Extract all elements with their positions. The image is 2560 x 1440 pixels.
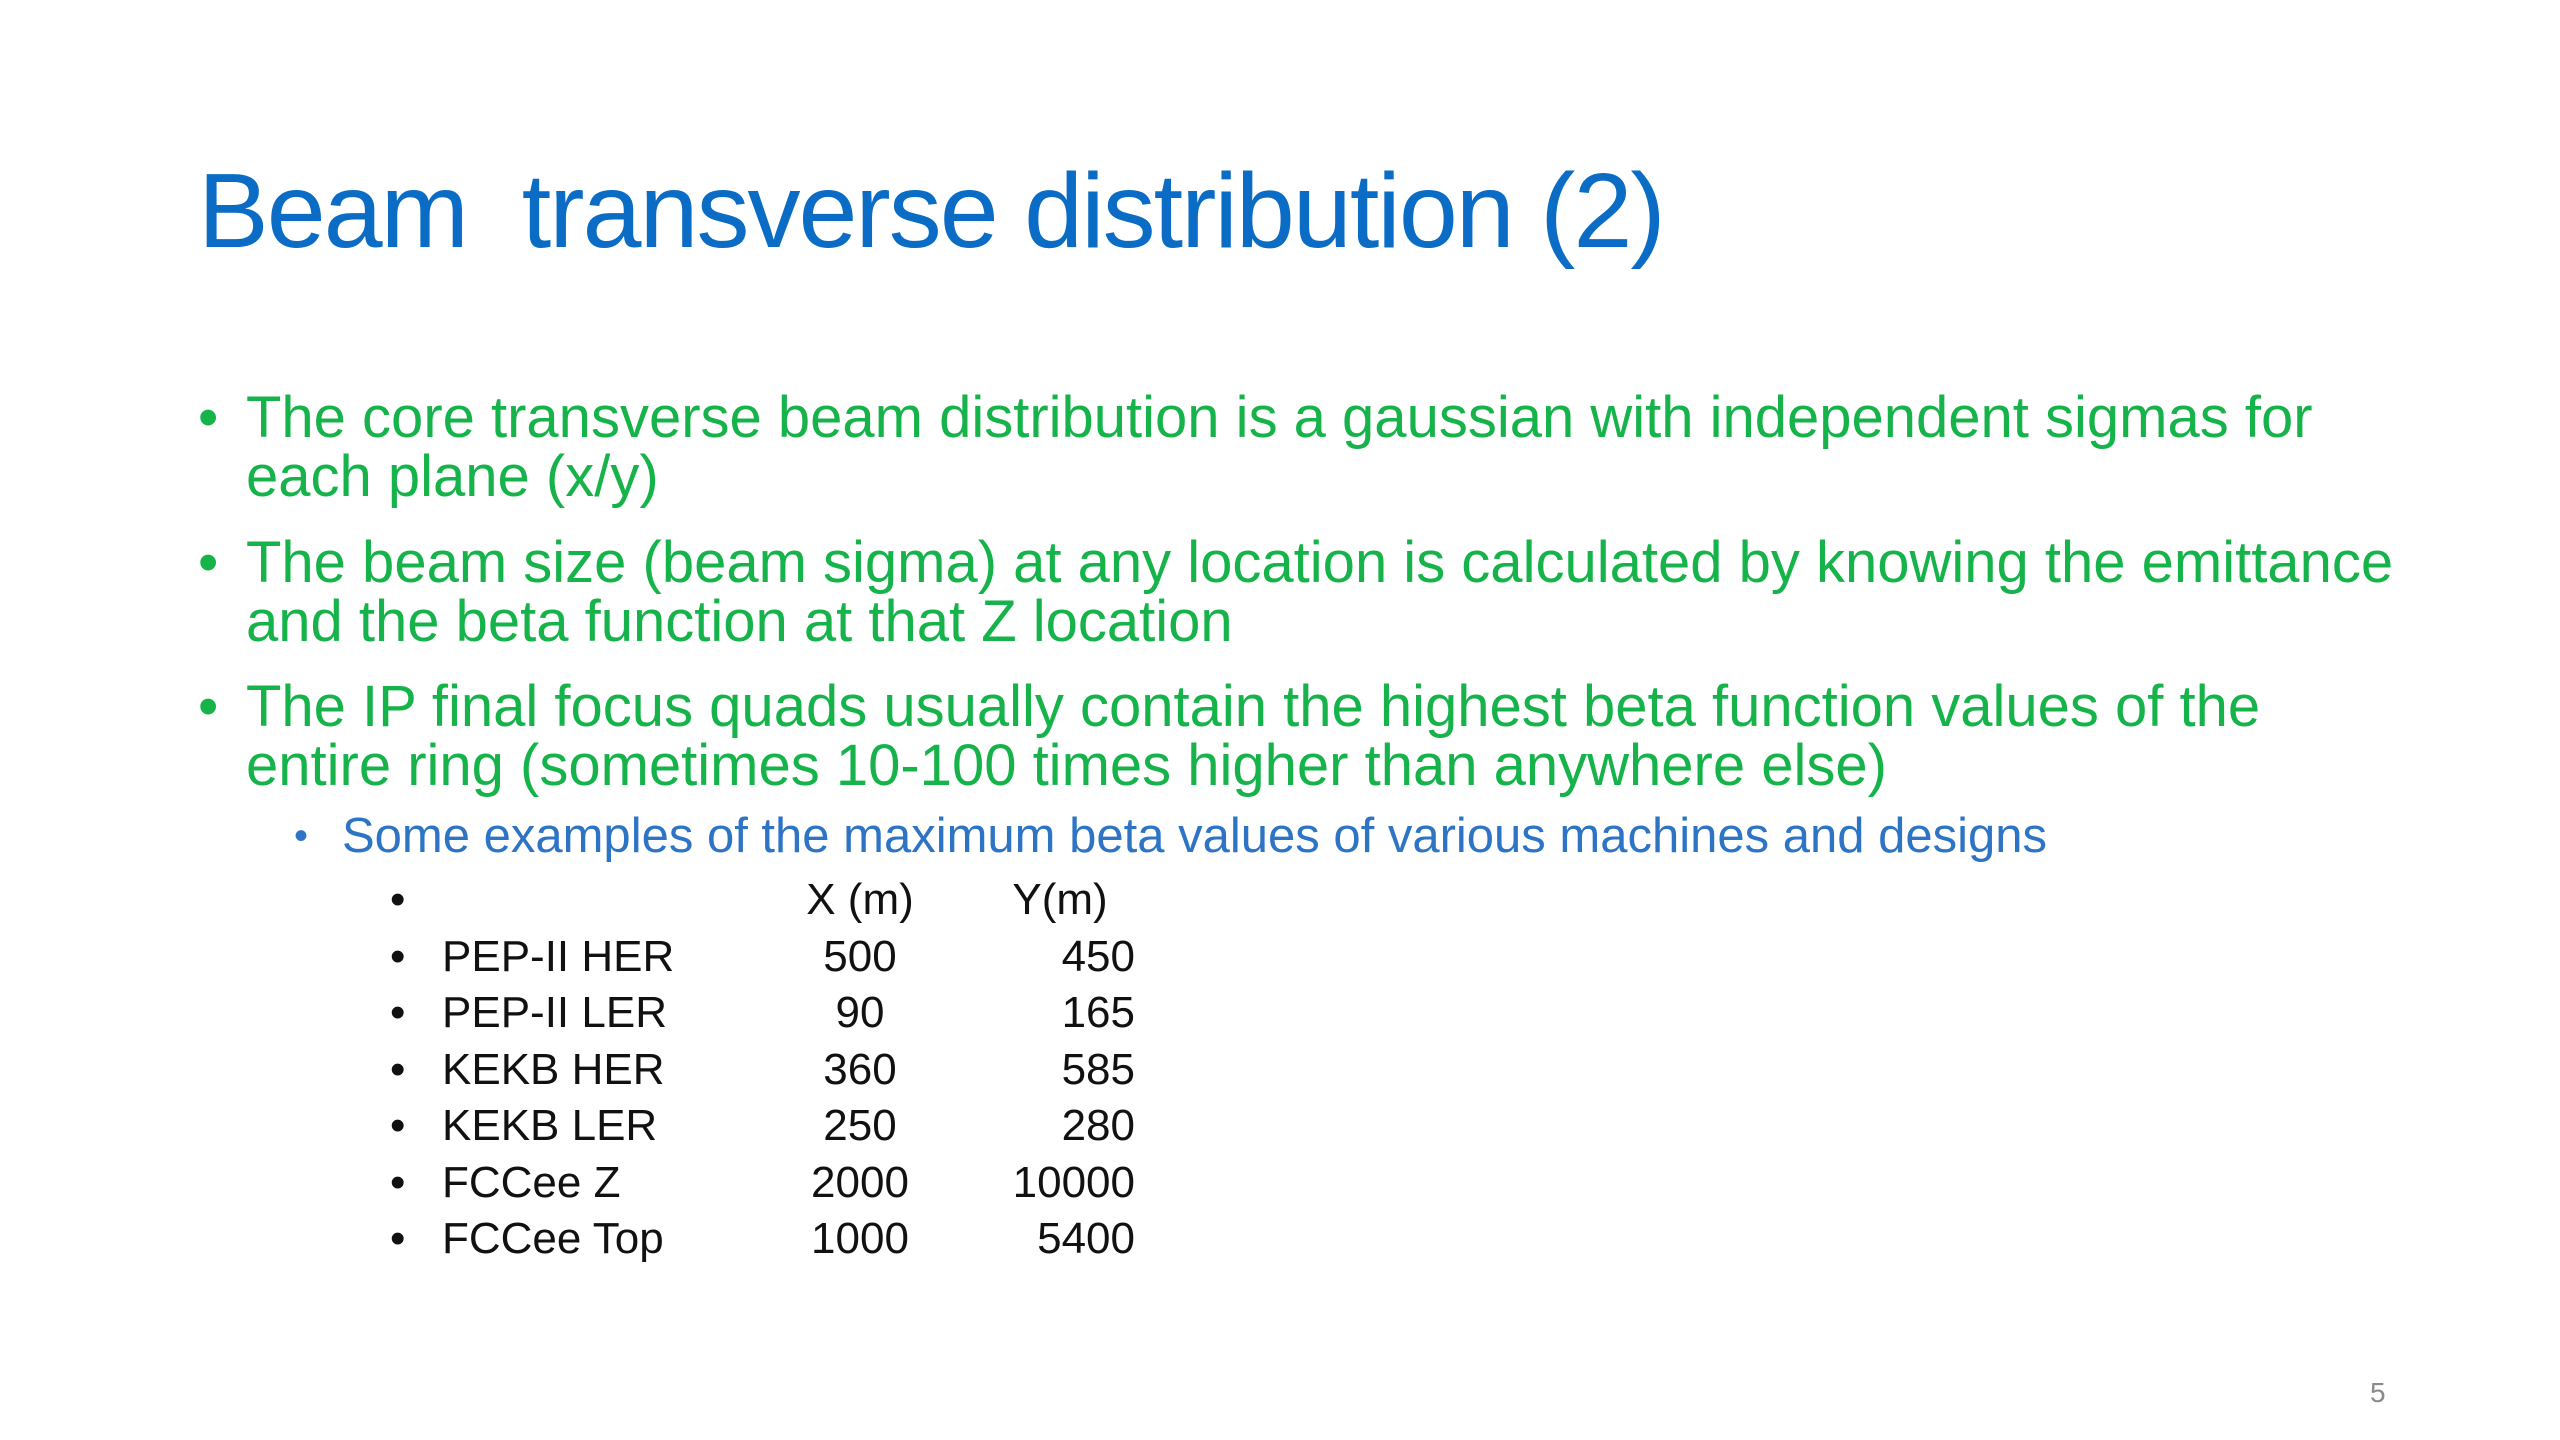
bullet-marker: • — [390, 1101, 406, 1150]
y-value: 165 — [1061, 988, 1135, 1037]
y-value: 450 — [1061, 931, 1135, 981]
machine-name: FCCee Z — [442, 1157, 621, 1207]
x-value: 360 — [823, 1044, 897, 1094]
table-header-row — [390, 873, 1150, 930]
x-value: 250 — [823, 1101, 897, 1150]
bullet-marker: • — [390, 1214, 406, 1263]
table-row — [390, 1212, 1150, 1269]
page-number: 5 — [2370, 1377, 2386, 1408]
bullet-marker: • — [294, 814, 309, 858]
bullet-text: The core transverse beam distribution is a gaussian with independent sigmas for each plane (x/y) — [246, 385, 2313, 509]
bullet-text: The IP final focus quads usually contain the highest beta function values of the entire ring (sometimes 10-100 times higher than anywhere else) — [246, 674, 2261, 798]
bullet-text: Some examples of the maximum beta values of various machines and designs — [342, 809, 2047, 863]
bullet-marker: • — [198, 674, 219, 739]
bullet-marker: • — [198, 385, 219, 450]
table-row — [390, 930, 1150, 987]
x-value: 90 — [835, 988, 885, 1037]
bullet-final-focus-quads — [198, 674, 2418, 798]
bullet-beam-size — [198, 530, 2418, 654]
x-value: 2000 — [811, 1157, 909, 1207]
table-row — [390, 1043, 1150, 1100]
machine-name: FCCee Top — [442, 1214, 664, 1263]
y-value: 585 — [1061, 1044, 1135, 1094]
machine-name: KEKB HER — [442, 1044, 665, 1094]
table-row — [390, 986, 1150, 1043]
y-value: 10000 — [1012, 1157, 1135, 1207]
x-value: 500 — [823, 931, 897, 981]
header-y: Y(m) — [1012, 875, 1108, 924]
bullet-marker: • — [390, 931, 406, 981]
table-row — [390, 1156, 1150, 1213]
bullet-marker: • — [390, 875, 406, 924]
bullet-marker: • — [198, 530, 219, 595]
y-value: 280 — [1061, 1101, 1135, 1150]
bullet-marker: • — [390, 1044, 406, 1094]
machine-name: PEP-II LER — [442, 988, 667, 1037]
bullet-marker: • — [390, 1157, 406, 1207]
y-value: 5400 — [1037, 1214, 1135, 1263]
x-value: 1000 — [811, 1214, 909, 1263]
bullet-text: The beam size (beam sigma) at any location is calculated by knowing the emittance and the beta function at that Z location — [246, 530, 2394, 654]
sub-bullet-examples — [294, 808, 2394, 864]
slide-title: Beam transverse distribution (2) — [198, 152, 1664, 270]
machine-name: KEKB LER — [442, 1101, 658, 1150]
table-row — [390, 1099, 1150, 1156]
header-x: X (m) — [806, 875, 914, 924]
machine-name: PEP-II HER — [442, 931, 675, 981]
bullet-marker: • — [390, 988, 406, 1037]
bullet-core-distribution — [198, 385, 2418, 509]
beta-values-table — [390, 873, 1150, 1269]
